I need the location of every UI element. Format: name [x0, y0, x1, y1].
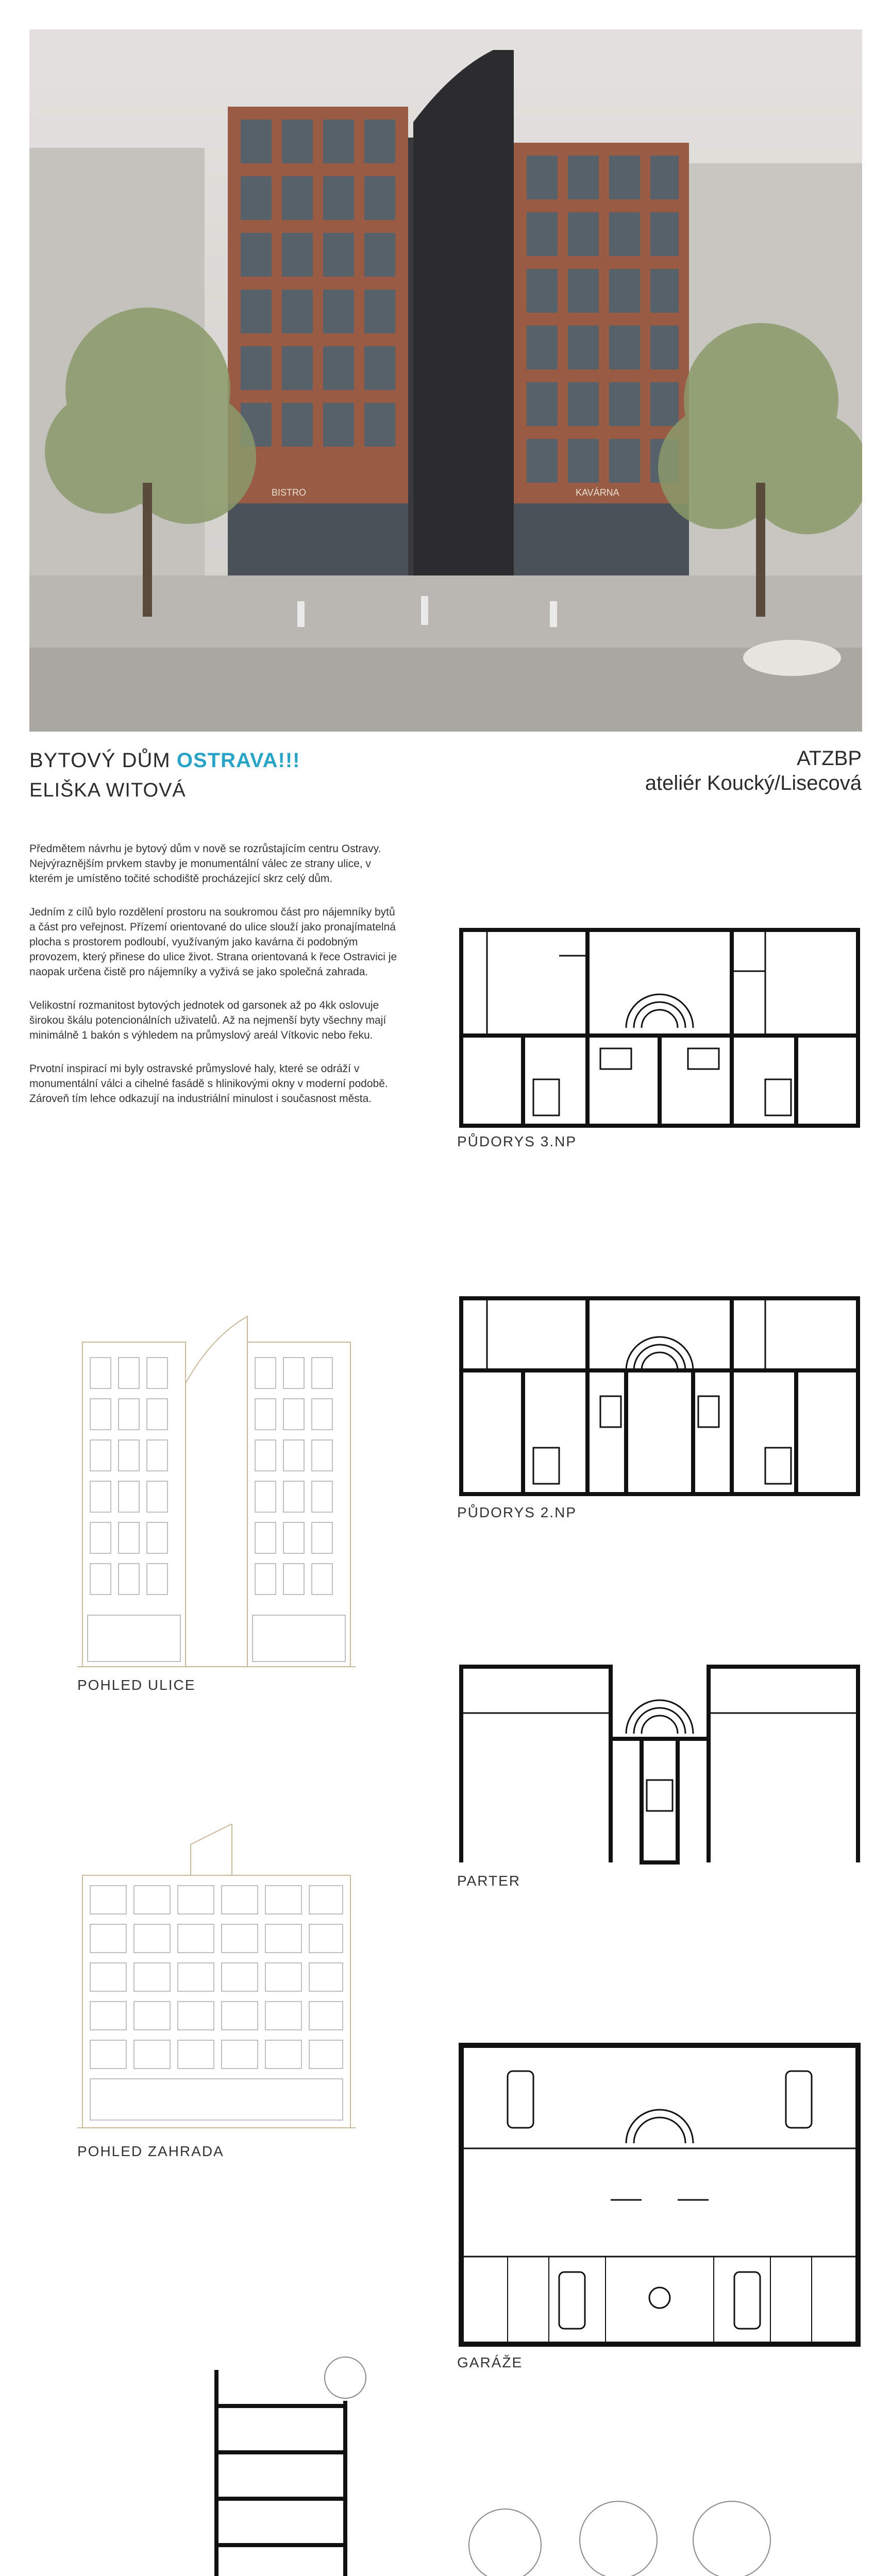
cross-section-drawing: [77, 2349, 809, 2576]
plan-3np-label: PŮDORYS 3.NP: [457, 1133, 577, 1149]
description-paragraph: Prvotní inspirací mi byly ostravské průmyslové haly, které se odráží v monumentální válci a cihelné fasádě s hlinikovými okny v moderní podobě. Zároveň tím lehce odkazují na industriální minulost i současnost města.: [29, 1063, 388, 1105]
course-name: ATZBP: [797, 747, 862, 770]
elevation-garden-drawing: [77, 1824, 356, 2133]
elevation-street-drawing: [77, 1306, 356, 1672]
plan-garage-drawing: [456, 2040, 863, 2349]
elevation-garden: [77, 1824, 356, 2133]
plan-parter: [456, 1662, 863, 1868]
plan-2np-label: PŮDORYS 2.NP: [457, 1504, 577, 1520]
plan-3np-drawing: [456, 925, 863, 1131]
street-render-image: [29, 29, 862, 732]
author-name: ELIŠKA WITOVÁ: [29, 779, 186, 801]
title-prefix: BYTOVÝ DŮM: [29, 749, 171, 772]
title-highlight: OSTRAVA!!!: [176, 749, 300, 772]
plan-2np-drawing: [456, 1293, 863, 1499]
project-title: [29, 749, 300, 772]
elevation-street-label: POHLED ULICE: [77, 1677, 196, 1693]
street-render: [29, 29, 862, 732]
description-paragraph: Jedním z cílů bylo rozdělení prostoru na soukromou část pro nájemníky bytů a část pro veřejnost. Přízemí orientované do ulice slouží jako pronajímatelná plocha s prostorem podloubí, využívaným jako kavárna či podobným provozem, který přinese do ulice život. Strana orientovaná k řece Ostravici je naopak určena čistě pro nájemníky a vyživá se jako společná zahrada.: [29, 906, 397, 978]
plan-garage: [456, 2040, 863, 2349]
elevation-street: [77, 1306, 356, 1672]
cross-section: [77, 2349, 809, 2576]
parter-label: PARTER: [457, 1873, 520, 1889]
elevation-garden-label: POHLED ZAHRADA: [77, 2143, 224, 2159]
storefront-sign-left: BISTRO: [272, 487, 307, 498]
description-block: [29, 841, 400, 1125]
plan-2np: [456, 1293, 863, 1499]
plan-parter-drawing: [456, 1662, 863, 1868]
description-paragraph: Velikostní rozmanitost bytových jednotek od garsonek až po 4kk oslovuje širokou škálu potencionálních uživatelů. Až na nejmenší byty všechny mají minimálně 1 bakón s výhledem na průmyslový areál Vítkovic nebo řeku.: [29, 999, 386, 1041]
studio-name: ateliér Koucký/Lisecová: [645, 772, 862, 794]
garage-label: GARÁŽE: [457, 2354, 523, 2370]
storefront-sign-right: KAVÁRNA: [576, 487, 619, 498]
description-paragraph: Předmětem návrhu je bytový dům v nově se rozrůstajícím centru Ostravy. Nejvýraznějším prvkem stavby je monumentální válec ze strany ulice, v kterém je umístěno točité schodiště procházející skrz celý dům.: [29, 843, 381, 885]
plan-3np: [456, 925, 863, 1131]
